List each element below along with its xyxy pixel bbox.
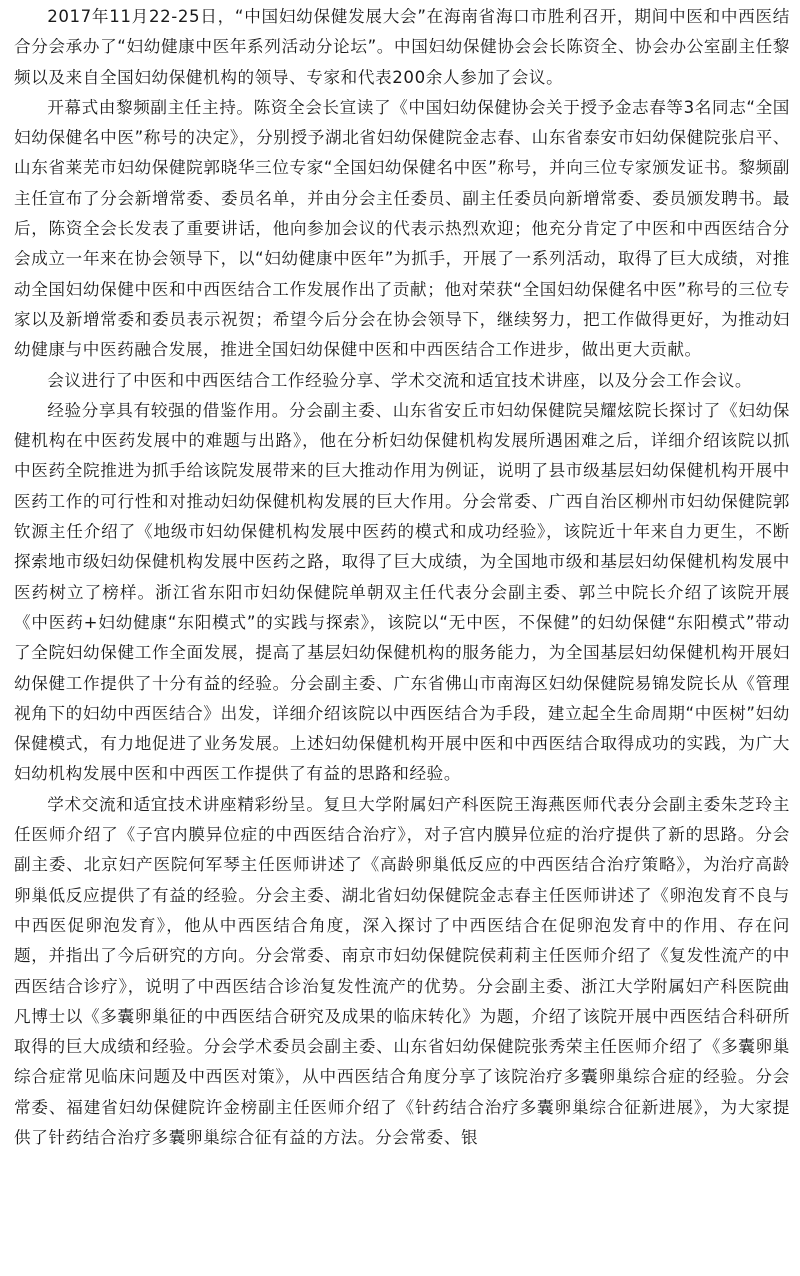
paragraph-opening-ceremony: 开幕式由黎频副主任主持。陈资全会长宣读了《中国妇幼保健协会关于授予金志春等3名同志“全国妇幼保健名中医”称号的决定》，分别授予湖北省妇幼保健院金志春、山东省泰安市妇幼保健院张启平、山东省莱芜市妇幼保健院郭晓华三位专家“全国妇幼保健名中医”称号，并向三位专家颁发证书。黎频副主任宣布了分会新增常委、委员名单，并由分会主任委员、副主任委员向新增常委、委员颁发聘书。最后，陈资全会长发表了重要讲话，他向参加会议的代表示热烈欢迎；他充分肯定了中医和中西医结合分会成立一年来在协会领导下，以“妇幼健康中医年”为抓手，开展了一系列活动，取得了巨大成绩，对推动全国妇幼保健中医和中西医结合工作发展作出了贡献；他对荣获“全国妇幼保健名中医”称号的三位专家以及新增常委和委员表示祝贺；希望今后分会在协会领导下，继续努力，把工作做得更好，为推动妇幼健康与中医药融合发展，推进全国妇幼保健中医和中西医结合工作进步，做出更大贡献。 [14,97,790,360]
paragraph-conference-overview: 2017年11月22-25日，“中国妇幼保健发展大会”在海南省海口市胜利召开，期间中医和中西医结合分会承办了“妇幼健康中医年系列活动分论坛”。中国妇幼保健协会会长陈资全、协会办公室副主任黎频以及来自全国妇幼保健机构的领导、专家和代表200余人参加了会议。 [14,7,790,87]
paragraph-experience-sharing: 经验分享具有较强的借鉴作用。分会副主委、山东省安丘市妇幼保健院吴耀炫院长探讨了《妇幼保健机构在中医药发展中的难题与出路》，他在分析妇幼保健机构发展所遇困难之后，详细介绍该院以抓中医药全院推进为抓手给该院发展带来的巨大推动作用为例证，说明了县市级基层妇幼保健机构开展中医药工作的可行性和对推动妇幼保健机构发展的巨大作用。分会常委、广西自治区柳州市妇幼保健院郭钦源主任介绍了《地级市妇幼保健机构发展中医药的模式和成功经验》，该院近十年来自力更生，不断探索地市级妇幼保健机构发展中医药之路，取得了巨大成绩，为全国地市级和基层妇幼保健机构发展中医药树立了榜样。浙江省东阳市妇幼保健院单朝双主任代表分会副主委、郭兰中院长介绍了该院开展《中医药+妇幼健康“东阳模式”的实践与探索》，该院以“无中医，不保健”的妇幼保健“东阳模式”带动了全院妇幼保健工作全面发展，提高了基层妇幼保健机构的服务能力，为全国基层妇幼保健机构开展妇幼保健工作提供了十分有益的经验。分会副主委、广东省佛山市南海区妇幼保健院易锦发院长从《管理视角下的妇幼中西医结合》出发，详细介绍该院以中西医结合为手段，建立起全生命周期“中医树”妇幼保健模式，有力地促进了业务发展。上述妇幼保健机构开展中医和中西医结合取得成功的实践，为广大妇幼机构发展中医和中西医工作提供了有益的思路和经验。 [14,400,790,784]
paragraph-meeting-agenda: 会议进行了中医和中西医结合工作经验分享、学术交流和适宜技术讲座，以及分会工作会议。 [47,370,753,390]
paragraph-academic-exchange: 学术交流和适宜技术讲座精彩纷呈。复旦大学附属妇产科医院王海燕医师代表分会副主委朱芝玲主任医师介绍了《子宫内膜异位症的中西医结合治疗》，对子宫内膜异位症的治疗提供了新的思路。分会副主委、北京妇产医院何军琴主任医师讲述了《高龄卵巢低反应的中西医结合治疗策略》，为治疗高龄卵巢低反应提供了有益的经验。分会主委、湖北省妇幼保健院金志春主任医师讲述了《卵泡发育不良与中西医促卵泡发育》，他从中西医结合角度，深入探讨了中西医结合在促卵泡发育中的作用、存在问题，并指出了今后研究的方向。分会常委、南京市妇幼保健院侯莉莉主任医师介绍了《复发性流产的中西医结合诊疗》，说明了中西医结合诊治复发性流产的优势。分会副主委、浙江大学附属妇产科医院曲凡博士以《多囊卵巢征的中西医结合研究及成果的临床转化》为题，介绍了该院开展中西医结合科研所取得的巨大成绩和经验。分会学术委员会副主委、山东省妇幼保健院张秀荣主任医师介绍了《多囊卵巢综合症常见临床问题及中西医对策》，从中西医结合角度分享了该院治疗多囊卵巢综合症的经验。分会常委、福建省妇幼保健院许金榜副主任医师介绍了《针药结合治疗多囊卵巢综合征新进展》，为大家提供了针药结合治疗多囊卵巢综合征有益的方法。分会常委、银 [14,794,790,1147]
